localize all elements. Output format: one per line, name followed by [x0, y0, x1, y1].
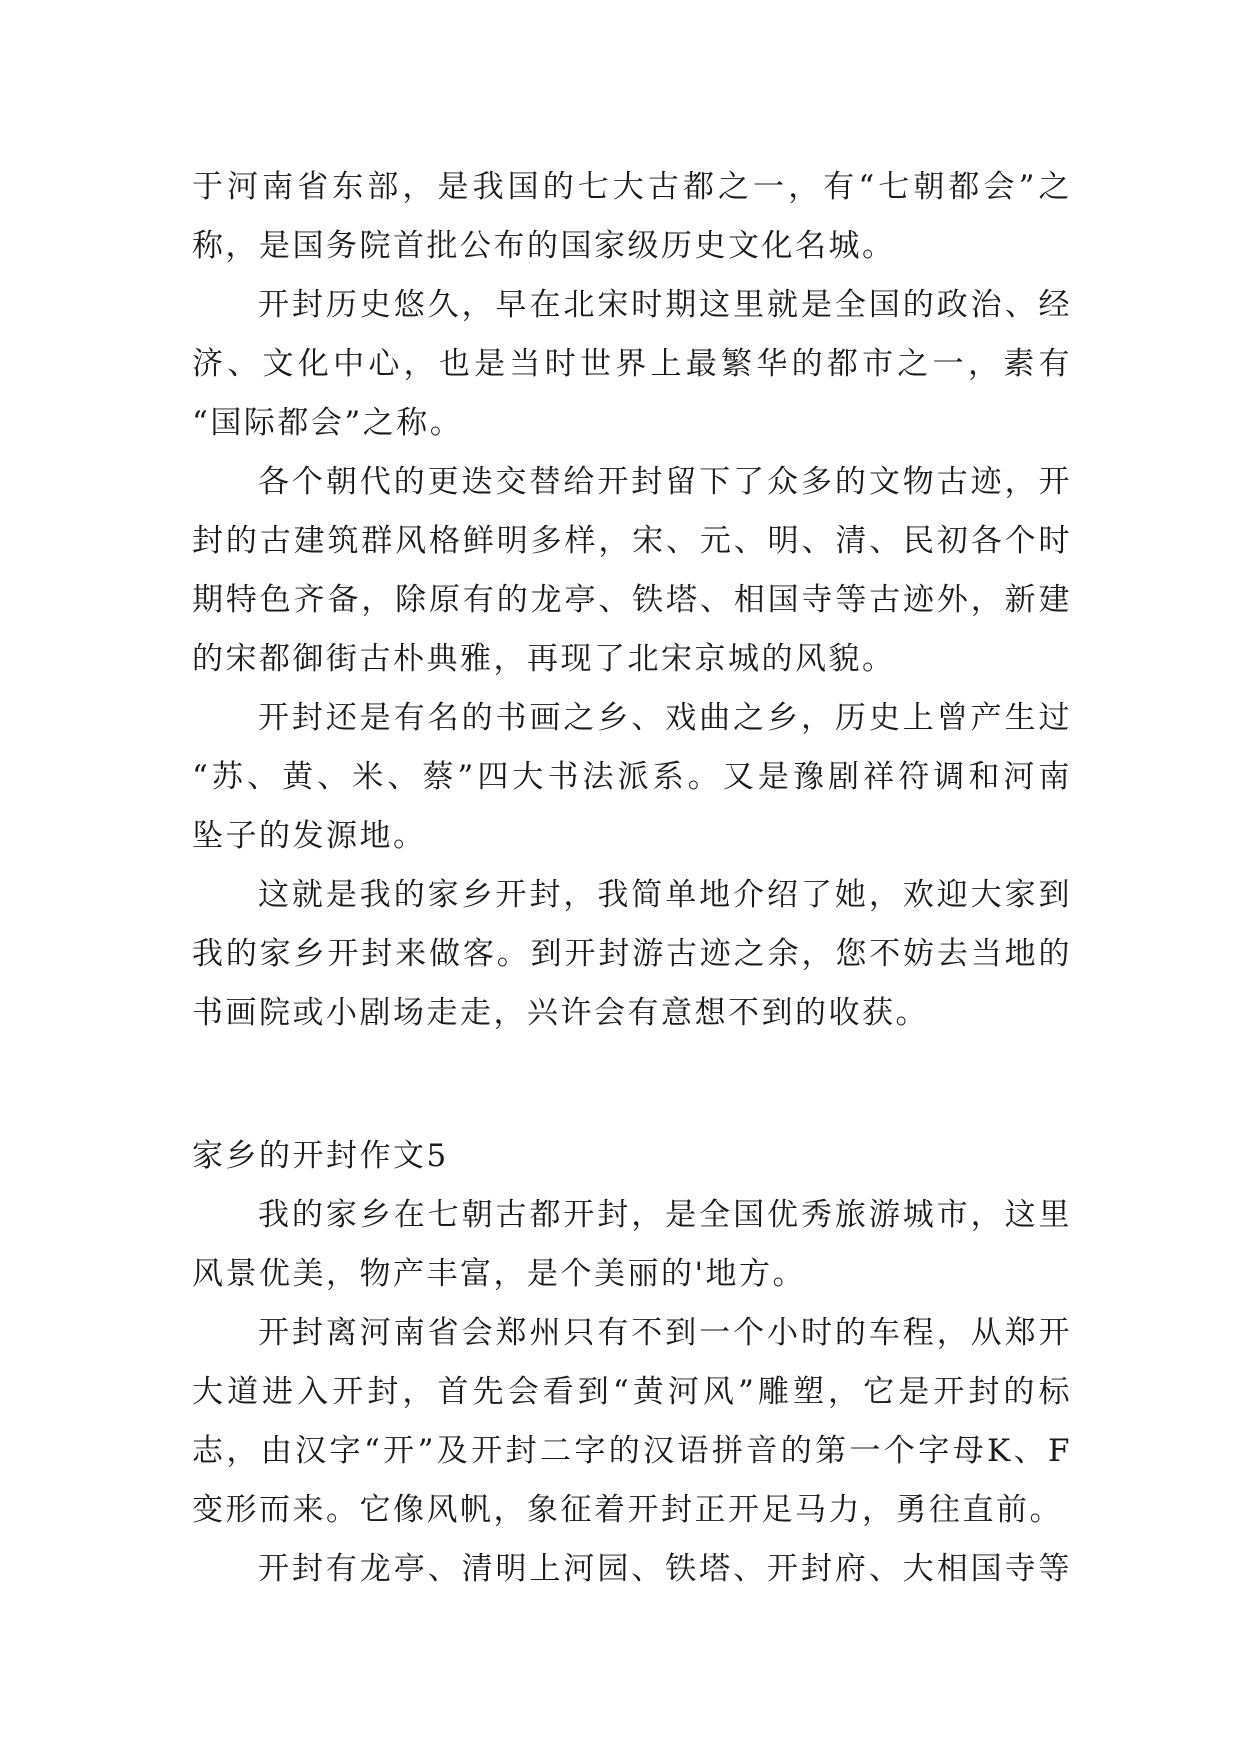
- text-line: 于河南省东部，是我国的七大古都之一，有“七朝都会”之: [192, 169, 1072, 205]
- text-line: 开封有龙亭、清明上河园、铁塔、开封府、大相国寺等: [258, 1551, 1072, 1587]
- text-line: 期特色齐备，除原有的龙亭、铁塔、相国寺等古迹外，新建: [192, 582, 1072, 618]
- text-line: 这就是我的家乡开封，我简单地介绍了她，欢迎大家到: [258, 877, 1072, 913]
- text-line: 称，是国务院首批公布的国家级历史文化名城。: [192, 228, 896, 264]
- section-heading: 家乡的开封作文5: [192, 1138, 449, 1174]
- text-line: 开封历史悠久，早在北宋时期这里就是全国的政治、经: [258, 287, 1072, 323]
- text-line: 我的家乡在七朝古都开封，是全国优秀旅游城市，这里: [258, 1197, 1072, 1233]
- section-gap: [192, 1043, 1072, 1127]
- text-line: 志，由汉字“开”及开封二字的汉语拼音的第一个字母K、F: [192, 1433, 1072, 1469]
- text-line: 我的家乡开封来做客。到开封游古迹之余，您不妨去当地的: [192, 936, 1072, 972]
- text-line: 大道进入开封，首先会看到“黄河风”雕塑，它是开封的标: [192, 1374, 1072, 1410]
- text-line: 的宋都御街古朴典雅，再现了北宋京城的风貌。: [192, 641, 896, 677]
- text-line: 书画院或小剧场走走，兴许会有意想不到的收获。: [192, 995, 929, 1031]
- text-line: 开封还是有名的书画之乡、戏曲之乡，历史上曾产生过: [258, 700, 1072, 736]
- text-line: 坠子的发源地。: [192, 818, 427, 854]
- text-line: “苏、黄、米、蔡”四大书法派系。又是豫剧祥符调和河南: [192, 759, 1072, 795]
- text-line: 风景优美，物产丰富，是个美丽的'地方。: [192, 1256, 807, 1292]
- text-line: 各个朝代的更迭交替给开封留下了众多的文物古迹，开: [258, 464, 1072, 500]
- document-body: [192, 158, 1072, 1599]
- text-line: 变形而来。它像风帆，象征着开封正开足马力，勇往直前。: [192, 1492, 1063, 1528]
- text-line: “国际都会”之称。: [192, 405, 464, 441]
- text-line: 开封离河南省会郑州只有不到一个小时的车程，从郑开: [258, 1315, 1072, 1351]
- text-line: 封的古建筑群风格鲜明多样，宋、元、明、清、民初各个时: [192, 523, 1072, 559]
- text-line: 济、文化中心，也是当时世界上最繁华的都市之一，素有: [192, 346, 1072, 382]
